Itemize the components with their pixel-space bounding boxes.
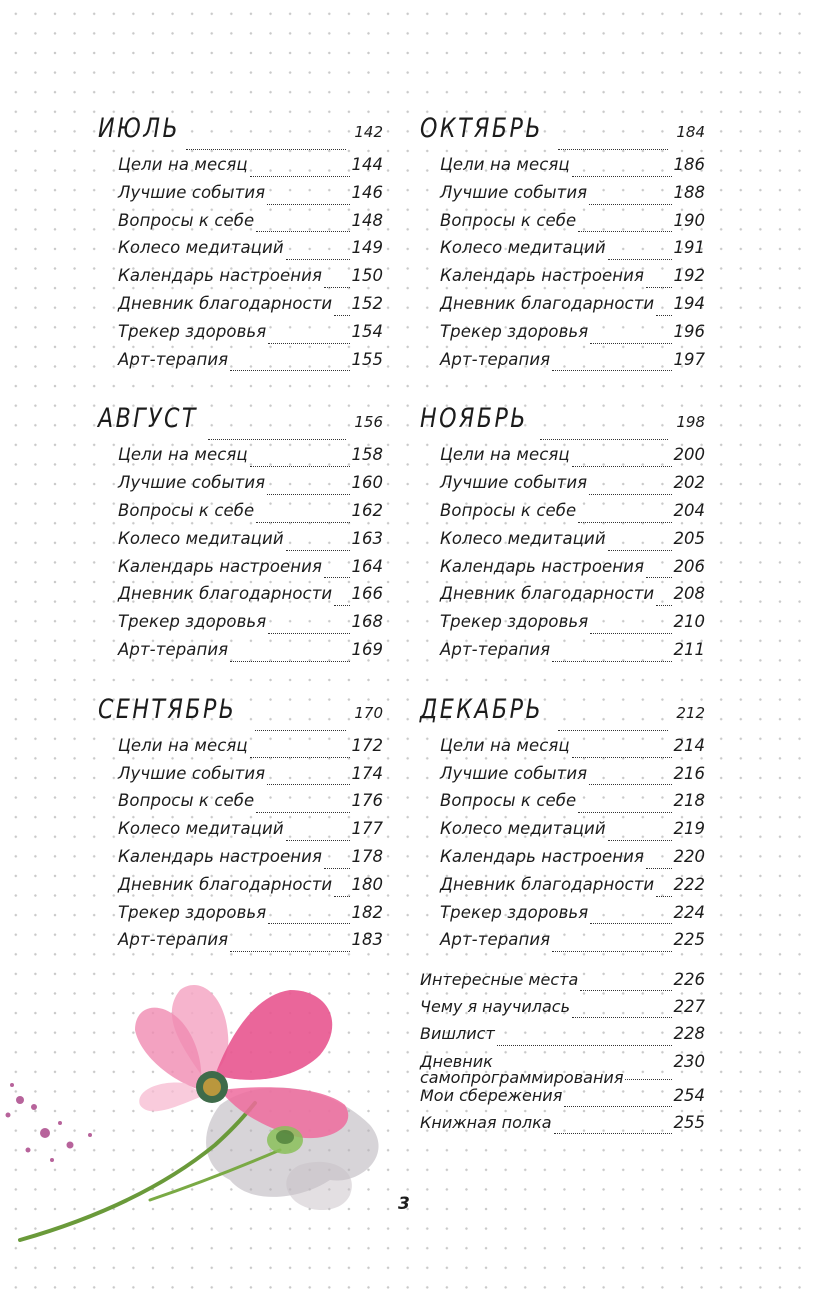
toc-extra-entry[interactable] (420, 970, 705, 997)
toc-entry-page: 227 (673, 997, 705, 1017)
toc-entry-page: 222 (673, 874, 705, 894)
toc-entry-page: 178 (351, 846, 383, 866)
toc-entry-label: Календарь настроения (440, 266, 645, 286)
toc-entry-label: Трекер здоровья (440, 612, 589, 632)
toc-entry[interactable] (440, 584, 705, 612)
month-section (420, 113, 705, 377)
toc-entry-label: Вопросы к себе (440, 500, 577, 520)
toc-entry-label: Дневник благодарности (118, 293, 333, 313)
dot-leader (267, 783, 349, 785)
dot-leader (256, 230, 349, 232)
dot-leader (646, 867, 671, 869)
toc-entry-label: Трекер здоровья (440, 321, 589, 341)
toc-entry-page: 160 (351, 473, 383, 493)
toc-entry-label: Лучшие события (118, 473, 266, 493)
dot-leader (250, 465, 350, 467)
toc-entry-page: 169 (351, 639, 383, 659)
toc-entry-page: 168 (351, 612, 383, 632)
toc-entry-page: 190 (673, 210, 705, 230)
dot-leader (572, 175, 672, 177)
toc-entry[interactable] (118, 612, 383, 640)
toc-entry-label: Арт-терапия (118, 930, 229, 950)
toc-entry-page: 174 (351, 763, 383, 783)
toc-entry[interactable] (118, 183, 383, 211)
toc-entry[interactable] (118, 266, 383, 294)
toc-entry-page: 191 (673, 238, 705, 258)
dot-leader (590, 922, 671, 924)
toc-entry-label: Лучшие события (118, 182, 266, 202)
dot-leader (324, 576, 349, 578)
toc-entry-label: Вопросы к себе (118, 500, 255, 520)
dot-leader (540, 438, 669, 440)
toc-entry[interactable] (118, 501, 383, 529)
toc-entry-page: 186 (673, 155, 705, 174)
toc-entry-label: Колесо медитаций (440, 528, 606, 548)
dot-leader (656, 895, 671, 897)
toc-entry-label: Мои сбережения (420, 1085, 563, 1105)
toc-entry-page: 172 (351, 735, 383, 755)
toc-extras (420, 970, 705, 1140)
toc-entry-page: 196 (673, 321, 705, 341)
toc-entry-page: 211 (673, 639, 705, 659)
toc-entry-label: Цели на месяц (118, 735, 248, 755)
toc-extra-entry[interactable] (420, 1024, 705, 1051)
toc-entry-page: 254 (673, 1085, 705, 1105)
watercolor-flower-illustration (0, 955, 400, 1255)
month-items (420, 155, 705, 377)
dot-leader (578, 230, 671, 232)
dot-leader (589, 493, 671, 495)
dot-leader (230, 660, 349, 662)
month-heading[interactable] (98, 113, 383, 155)
toc-entry[interactable] (118, 350, 383, 378)
toc-entry-page: 188 (673, 182, 705, 202)
dot-leader (256, 521, 349, 523)
toc-entry-page: 154 (351, 321, 383, 341)
toc-entry-label: Цели на месяц (440, 735, 570, 755)
toc-entry-page: 177 (351, 819, 383, 839)
month-section (420, 694, 705, 958)
dot-leader (250, 175, 350, 177)
month-title: НОЯБРЬ (420, 403, 528, 435)
toc-entry[interactable] (440, 819, 705, 847)
dot-leader (589, 783, 671, 785)
toc-entry-page: 205 (673, 528, 705, 548)
flower-shadow-small (286, 1162, 352, 1210)
dot-leader (580, 989, 671, 991)
month-items (98, 155, 383, 377)
toc-entry-page: 148 (351, 210, 383, 230)
toc-entry-label: Книжная полка (420, 1112, 552, 1132)
toc-entry[interactable] (440, 764, 705, 792)
dot-leader (497, 1044, 672, 1046)
dot-leader (334, 604, 349, 606)
dot-leader (286, 839, 350, 841)
dot-leader (267, 203, 349, 205)
toc-entry-label: Арт-терапия (118, 349, 229, 369)
toc-entry-label: Лучшие события (440, 763, 588, 783)
dot-leader (256, 811, 349, 813)
toc-entry-page: 164 (351, 556, 383, 576)
month-title: ИЮЛЬ (98, 113, 181, 144)
dot-leader (656, 314, 671, 316)
dot-leader (646, 286, 671, 288)
dot-leader (208, 438, 347, 440)
toc-entry-label: Вопросы к себе (118, 791, 255, 811)
dot-leader (230, 950, 349, 952)
toc-entry-page: 220 (673, 846, 705, 866)
dot-leader (590, 342, 671, 344)
toc-entry[interactable] (118, 294, 383, 322)
dot-leader (267, 493, 349, 495)
toc-entry-label: Лучшие события (440, 473, 588, 493)
toc-entry-page: 149 (351, 238, 383, 258)
month-heading[interactable] (98, 403, 383, 445)
toc-entry[interactable] (118, 875, 383, 903)
toc-entry[interactable] (118, 529, 383, 557)
toc-entry[interactable] (118, 640, 383, 668)
toc-entry[interactable] (440, 612, 705, 640)
dot-leader (608, 839, 672, 841)
dot-leader (324, 867, 349, 869)
page-number: 3 (398, 1194, 410, 1214)
toc-entry-label: Лучшие события (440, 182, 588, 202)
dot-leader (572, 465, 672, 467)
toc-entry-label: Дневник благодарности (118, 584, 333, 604)
toc-entry-label: Календарь настроения (118, 846, 323, 866)
toc-entry-label: Колесо медитаций (440, 819, 606, 839)
toc-column-right (420, 113, 705, 984)
toc-entry[interactable] (118, 791, 383, 819)
toc-entry[interactable] (118, 930, 383, 958)
month-heading[interactable] (98, 694, 383, 736)
toc-entry[interactable] (440, 322, 705, 350)
toc-entry[interactable] (440, 294, 705, 322)
toc-entry-page: 166 (351, 584, 383, 604)
dot-leader (268, 342, 349, 344)
dot-leader (578, 521, 671, 523)
toc-entry-label: Колесо медитаций (440, 238, 606, 258)
toc-entry-label: Цели на месяц (118, 155, 248, 174)
toc-entry[interactable] (118, 847, 383, 875)
toc-entry-page: 226 (673, 970, 705, 989)
toc-entry[interactable] (440, 183, 705, 211)
toc-entry-page: 228 (673, 1024, 705, 1044)
month-section (98, 403, 383, 667)
month-items (420, 445, 705, 667)
toc-entry-label: Вишлист (420, 1024, 495, 1044)
toc-entry[interactable] (118, 584, 383, 612)
toc-entry-label: Трекер здоровья (118, 612, 267, 632)
dot-leader (552, 660, 671, 662)
dot-leader (578, 811, 671, 813)
toc-entry[interactable] (440, 211, 705, 239)
toc-entry-page: 183 (351, 930, 383, 950)
toc-entry-page: 176 (351, 791, 383, 811)
toc-entry[interactable] (118, 211, 383, 239)
toc-entry-label: Арт-терапия (440, 930, 551, 950)
toc-entry[interactable] (440, 266, 705, 294)
dot-leader (646, 576, 671, 578)
toc-entry-label: Календарь настроения (440, 556, 645, 576)
month-items (98, 736, 383, 958)
toc-entry-page: 152 (351, 293, 383, 313)
toc-entry-page: 162 (351, 500, 383, 520)
dot-leader (564, 1105, 671, 1107)
toc-entry-page: 204 (673, 500, 705, 520)
toc-entry-page: 163 (351, 528, 383, 548)
toc-entry-label: Дневник благодарности (440, 874, 655, 894)
dot-leader (286, 549, 350, 551)
toc-entry[interactable] (440, 155, 705, 183)
toc-entry-page: 194 (673, 293, 705, 313)
toc-entry[interactable] (118, 473, 383, 501)
dot-leader (558, 148, 668, 150)
dot-leader (625, 1078, 671, 1080)
toc-entry-page: 180 (351, 874, 383, 894)
toc-entry-page: 182 (351, 902, 383, 922)
toc-entry[interactable] (440, 791, 705, 819)
month-section (98, 113, 383, 377)
toc-extra-entry[interactable] (420, 997, 705, 1024)
dot-leader (230, 369, 349, 371)
toc-extra-entry[interactable] (420, 1052, 705, 1086)
month-heading[interactable] (420, 694, 705, 736)
toc-entry[interactable] (118, 322, 383, 350)
toc-entry-page: 214 (673, 735, 705, 755)
toc-entry-label: Календарь настроения (440, 846, 645, 866)
dot-leader (590, 632, 671, 634)
month-section (98, 694, 383, 958)
toc-entry-page: 197 (673, 349, 705, 369)
toc-entry[interactable] (118, 155, 383, 183)
toc-entry[interactable] (440, 875, 705, 903)
toc-entry-page: 150 (351, 266, 383, 286)
month-page-number: 212 (676, 703, 705, 722)
flower-petal (215, 990, 332, 1080)
toc-entry-page: 210 (673, 612, 705, 632)
toc-entry-page: 200 (673, 445, 705, 465)
toc-entry[interactable] (118, 445, 383, 473)
toc-entry-page: 158 (351, 445, 383, 465)
month-page-number: 170 (354, 703, 383, 722)
toc-entry-page: 192 (673, 266, 705, 286)
toc-entry-label: Трекер здоровья (440, 902, 589, 922)
dot-leader (589, 203, 671, 205)
month-heading[interactable] (420, 113, 705, 155)
toc-entry-page: 155 (351, 349, 383, 369)
month-title: ДЕКАБРЬ (420, 693, 544, 725)
toc-entry[interactable] (118, 736, 383, 764)
toc-entry-page: 144 (351, 155, 383, 174)
toc-entry-label: Календарь настроения (118, 556, 323, 576)
dot-leader (608, 549, 672, 551)
toc-entry-page: 219 (673, 819, 705, 839)
toc-entry-page: 206 (673, 556, 705, 576)
toc-entry-label: Колесо медитаций (118, 819, 284, 839)
dot-leader (286, 258, 350, 260)
dot-leader (552, 950, 671, 952)
toc-entry-label: Дневник благодарности (118, 874, 333, 894)
month-heading[interactable] (420, 403, 705, 445)
toc-entry[interactable] (440, 501, 705, 529)
toc-entry[interactable] (440, 930, 705, 958)
toc-entry[interactable] (118, 238, 383, 266)
dot-leader (268, 922, 349, 924)
toc-column-left (98, 113, 383, 984)
dot-leader (572, 1016, 672, 1018)
toc-entry[interactable] (440, 640, 705, 668)
dot-leader (656, 604, 671, 606)
toc-entry-label: Колесо медитаций (118, 238, 284, 258)
month-page-number: 184 (676, 123, 705, 141)
dot-leader (552, 369, 671, 371)
toc-entry-label: Дневник благодарности (440, 293, 655, 313)
toc-entry[interactable] (440, 238, 705, 266)
toc-extra-entry[interactable] (420, 1086, 705, 1113)
toc-extra-entry[interactable] (420, 1113, 705, 1140)
toc-entry-page: 202 (673, 473, 705, 493)
toc-entry[interactable] (440, 736, 705, 764)
toc-entry[interactable] (118, 903, 383, 931)
month-page-number: 198 (676, 413, 705, 432)
toc-entry[interactable] (440, 473, 705, 501)
toc-entry-label: Арт-терапия (440, 639, 551, 659)
toc-entry-page: 218 (673, 791, 705, 811)
month-section (420, 403, 705, 667)
toc-entry-label: Вопросы к себе (440, 791, 577, 811)
toc-entry[interactable] (440, 847, 705, 875)
dot-leader (608, 258, 672, 260)
toc-entry-page: 225 (673, 930, 705, 950)
toc-entry-label: Чему я научилась (420, 997, 570, 1017)
toc-entry-label: Колесо медитаций (118, 528, 284, 548)
toc-entry-label: Цели на месяц (440, 445, 570, 465)
dot-leader (324, 286, 349, 288)
month-page-number: 142 (354, 123, 383, 141)
toc-entry-label: Трекер здоровья (118, 321, 267, 341)
toc-entry-label: Цели на месяц (440, 155, 570, 174)
toc-entry[interactable] (440, 350, 705, 378)
toc-entry-label: Арт-терапия (440, 349, 551, 369)
toc-entry-page: 216 (673, 763, 705, 783)
toc-entry[interactable] (118, 819, 383, 847)
toc-entry[interactable] (118, 557, 383, 585)
toc-entry[interactable] (440, 557, 705, 585)
month-title: ОКТЯБРЬ (420, 113, 544, 144)
dot-leader (250, 756, 350, 758)
dot-leader (572, 756, 672, 758)
dot-leader (268, 632, 349, 634)
dot-leader (554, 1132, 672, 1134)
toc-entry[interactable] (440, 445, 705, 473)
toc-entry-label: Лучшие события (118, 763, 266, 783)
month-items (420, 736, 705, 958)
month-title: СЕНТЯБРЬ (98, 693, 237, 725)
paint-splatter (6, 1083, 93, 1162)
toc-entry-label: Цели на месяц (118, 445, 248, 465)
toc-entry-page: 146 (351, 182, 383, 202)
toc-entry-label: Календарь настроения (118, 266, 323, 286)
toc-entry-page: 224 (673, 902, 705, 922)
dot-leader (334, 895, 349, 897)
toc-entry[interactable] (440, 529, 705, 557)
dot-leader (334, 314, 349, 316)
month-page-number: 156 (354, 413, 383, 432)
toc-entry-label: Трекер здоровья (118, 902, 267, 922)
dot-leader (558, 729, 668, 731)
dot-leader (255, 729, 347, 731)
dot-leader (186, 148, 346, 150)
toc-entry-label: Интересные места (420, 970, 579, 989)
toc-entry-page: 208 (673, 584, 705, 604)
toc-entry-label: Вопросы к себе (440, 210, 577, 230)
month-items (98, 445, 383, 667)
month-title: АВГУСТ (98, 403, 198, 435)
toc-entry-label: Вопросы к себе (118, 210, 255, 230)
toc-entry-label: Дневник самопрограммирования (420, 1051, 624, 1087)
toc-entry-page: 255 (673, 1112, 705, 1132)
toc-entry-label: Дневник благодарности (440, 584, 655, 604)
toc-entry[interactable] (118, 764, 383, 792)
toc-entry-page: 230 (673, 1051, 705, 1071)
toc-entry-label: Арт-терапия (118, 639, 229, 659)
toc-entry[interactable] (440, 903, 705, 931)
